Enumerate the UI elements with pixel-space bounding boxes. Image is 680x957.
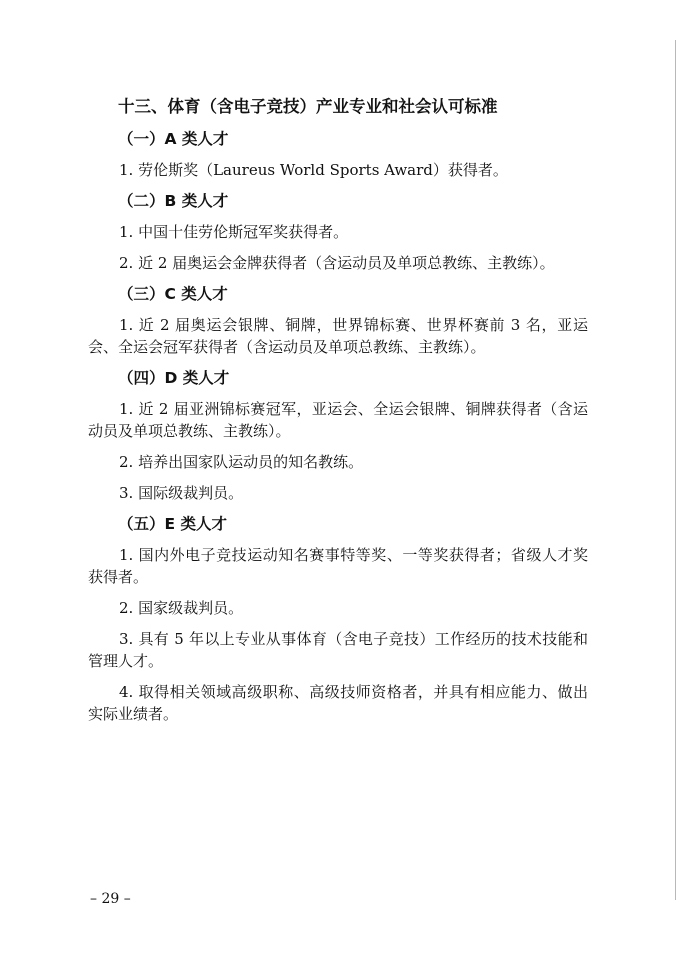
document-title: 十三、体育（含电子竞技）产业专业和社会认可标准 (118, 97, 498, 116)
section-heading-b: （二）B 类人才 (118, 192, 229, 210)
section-heading-c: （三）C 类人才 (118, 285, 228, 303)
section-b (88, 190, 588, 274)
section-d-item-3: 3. 国际级裁判员。 (119, 484, 244, 502)
section-b-item-2: 2. 近 2 届奥运会金牌获得者（含运动员及单项总教练、主教练）。 (119, 254, 555, 272)
page-number: – 29 – (90, 891, 131, 907)
section-e-item-3: 3. 具有 5 年以上专业从事体育（含电子竞技）工作经历的技术技能和管理人才。 (88, 630, 588, 670)
section-e-item-2: 2. 国家级裁判员。 (119, 599, 244, 617)
section-e-item-1: 1. 国内外电子竞技运动知名赛事特等奖、一等奖获得者；省级人才奖获得者。 (88, 546, 588, 586)
section-e-item-4: 4. 取得相关领域高级职称、高级技师资格者，并具有相应能力、做出实际业绩者。 (88, 683, 588, 723)
page-edge-line (675, 40, 676, 900)
section-b-item-1: 1. 中国十佳劳伦斯冠军奖获得者。 (119, 223, 349, 241)
section-d-item-1: 1. 近 2 届亚洲锦标赛冠军，亚运会、全运会银牌、铜牌获得者（含运动员及单项总教练、主教练）。 (88, 400, 588, 440)
section-heading-d: （四）D 类人才 (118, 369, 230, 387)
section-heading-e: （五）E 类人才 (118, 515, 227, 533)
section-d-item-2: 2. 培养出国家队运动员的知名教练。 (119, 453, 364, 471)
section-d (88, 367, 588, 504)
section-a-item-1: 1. 劳伦斯奖（Laureus World Sports Award）获得者。 (119, 161, 508, 179)
section-a (88, 128, 588, 181)
section-e (88, 513, 588, 725)
document-content (88, 96, 588, 734)
section-c (88, 283, 588, 358)
section-c-item-1: 1. 近 2 届奥运会银牌、铜牌，世界锦标赛、世界杯赛前 3 名，亚运会、全运会冠军获得者（含运动员及单项总教练、主教练）。 (88, 316, 588, 356)
section-heading-a: （一）A 类人才 (118, 130, 229, 148)
